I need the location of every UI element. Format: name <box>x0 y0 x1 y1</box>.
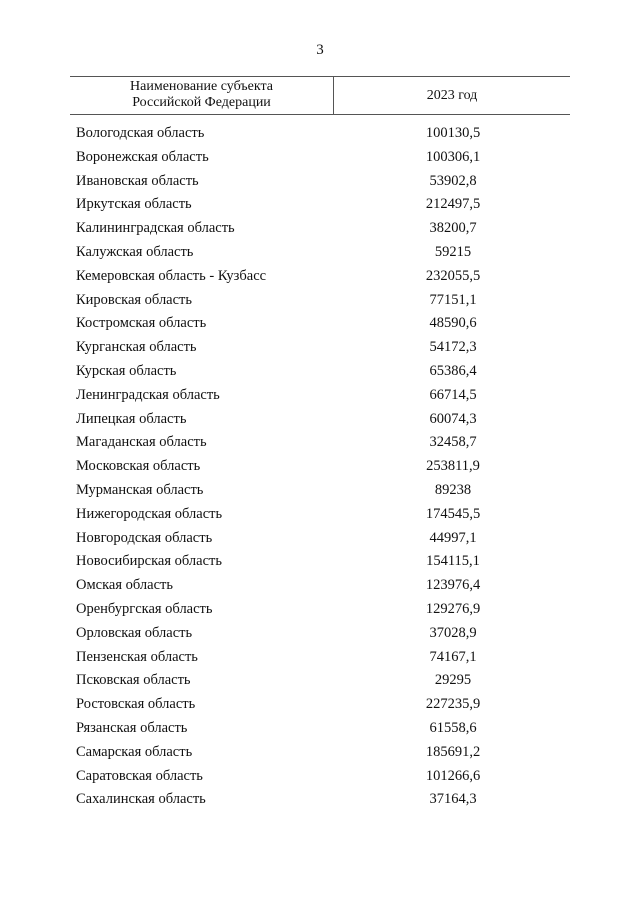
region-name-cell: Московская область <box>76 458 201 475</box>
value-cell: 66714,5 <box>429 386 477 403</box>
table-row <box>0 431 640 455</box>
table-row <box>0 622 640 646</box>
region-name-cell: Сахалинская область <box>76 791 206 808</box>
region-name-cell: Калужская область <box>76 243 194 260</box>
table-row <box>0 336 640 360</box>
region-name-cell: Псковская область <box>76 672 191 689</box>
table-row <box>0 717 640 741</box>
region-name-cell: Орловская область <box>76 624 193 641</box>
region-name-cell: Кировская область <box>76 291 193 308</box>
value-cell: 60074,3 <box>429 410 477 427</box>
region-name-cell: Оренбургская область <box>76 600 213 617</box>
value-cell: 154115,1 <box>426 553 480 570</box>
region-name-cell: Нижегородская область <box>76 505 223 522</box>
region-name-cell: Магаданская область <box>76 434 207 451</box>
region-name-cell: Самарская область <box>76 743 193 760</box>
table-row <box>0 527 640 551</box>
region-name-cell: Липецкая область <box>76 410 187 427</box>
header-region-name-line1: Наименование субъекта <box>130 79 273 94</box>
region-name-cell: Новгородская область <box>76 529 213 546</box>
table-row <box>0 241 640 265</box>
value-cell: 101266,6 <box>425 767 481 784</box>
value-cell: 38200,7 <box>429 220 477 237</box>
table-row <box>0 360 640 384</box>
value-cell: 77151,1 <box>429 291 477 308</box>
value-cell: 59215 <box>434 243 472 260</box>
header-year: 2023 год <box>426 87 478 103</box>
region-name-cell: Курганская область <box>76 339 197 356</box>
value-cell: 89238 <box>434 481 472 498</box>
value-cell: 174545,5 <box>425 505 481 522</box>
value-cell: 65386,4 <box>429 362 477 379</box>
table-row <box>0 146 640 170</box>
region-name-cell: Курская область <box>76 362 177 379</box>
region-name-cell: Новосибирская область <box>76 553 222 570</box>
region-name-cell: Рязанская область <box>76 719 188 736</box>
value-cell: 74167,1 <box>429 648 477 665</box>
table-row <box>0 170 640 194</box>
table-row <box>0 741 640 765</box>
header-region-name-line2: Российской Федерации <box>132 95 271 110</box>
table-row <box>0 455 640 479</box>
table-header <box>70 76 570 115</box>
value-cell: 48590,6 <box>429 315 477 332</box>
value-cell: 129276,9 <box>425 600 481 617</box>
value-cell: 253811,9 <box>426 458 480 475</box>
region-name-cell: Саратовская область <box>76 767 203 784</box>
table-row <box>0 765 640 789</box>
region-name-cell: Ростовская область <box>76 696 196 713</box>
value-cell: 185691,2 <box>425 743 481 760</box>
value-cell: 44997,1 <box>429 529 477 546</box>
region-name-cell: Ивановская область <box>76 172 199 189</box>
table-row <box>0 503 640 527</box>
region-name-cell: Вологодская область <box>76 125 205 141</box>
value-cell: 37164,3 <box>429 791 477 808</box>
value-cell: 123976,4 <box>425 577 481 594</box>
table-row <box>0 217 640 241</box>
table-row <box>0 122 640 146</box>
table-row <box>0 289 640 313</box>
table-row <box>0 693 640 717</box>
table-row <box>0 384 640 408</box>
region-name-cell: Омская область <box>76 577 173 594</box>
region-name-cell: Мурманская область <box>76 481 204 498</box>
region-name-cell: Иркутская область <box>76 196 192 213</box>
value-cell: 212497,5 <box>425 196 481 213</box>
value-cell: 232055,5 <box>425 267 481 284</box>
table-row <box>0 193 640 217</box>
value-cell: 29295 <box>434 672 472 689</box>
table-row <box>0 408 640 432</box>
table-row <box>0 479 640 503</box>
page-number: 3 <box>316 42 324 58</box>
region-name-cell: Костромская область <box>76 315 207 332</box>
table-row <box>0 574 640 598</box>
value-cell: 61558,6 <box>429 719 477 736</box>
table-row <box>0 646 640 670</box>
table-row <box>0 669 640 693</box>
header-region-name <box>70 77 334 114</box>
table-body <box>0 122 640 812</box>
value-cell: 37028,9 <box>429 624 477 641</box>
region-name-cell: Кемеровская область - Кузбасс <box>76 267 267 284</box>
value-cell: 227235,9 <box>425 696 481 713</box>
value-cell: 100306,1 <box>425 148 481 165</box>
region-name-cell: Калининградская область <box>76 220 235 237</box>
region-name-cell: Пензенская область <box>76 648 198 665</box>
table-row <box>0 598 640 622</box>
region-name-cell: Ленинградская область <box>76 386 220 403</box>
table-row <box>0 265 640 289</box>
value-cell: 53902,8 <box>429 172 477 189</box>
value-cell: 100130,5 <box>425 125 481 141</box>
table-row <box>0 788 640 812</box>
region-name-cell: Воронежская область <box>76 148 209 165</box>
value-cell: 54172,3 <box>429 339 477 356</box>
table-row <box>0 550 640 574</box>
table-row <box>0 312 640 336</box>
value-cell: 32458,7 <box>429 434 477 451</box>
